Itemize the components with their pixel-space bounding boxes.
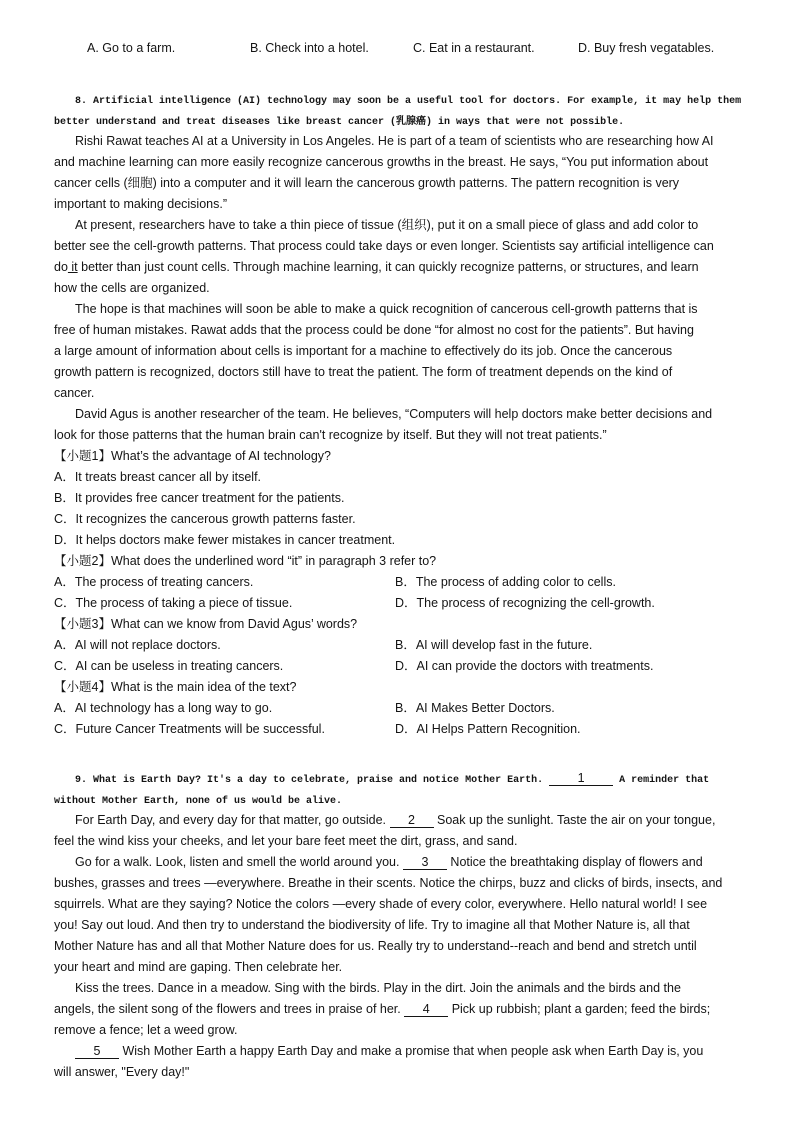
paragraph bbox=[54, 1041, 744, 1083]
text-segment: A reminder that bbox=[613, 775, 710, 786]
line-text: will answer, "Every day!" bbox=[54, 1065, 190, 1079]
text-segment: Soak up the sunlight. Taste the air on your tongue, bbox=[433, 813, 716, 827]
passage-line bbox=[54, 320, 744, 341]
passage-line bbox=[54, 383, 744, 404]
line-text: growth pattern is recognized, doctors still have to treat the patient. The form of treatment depends on the kind of bbox=[54, 365, 673, 379]
line-text: cancer cells (细胞) into a computer and it will learn the cancerous growth patterns. The pattern recognition is very bbox=[54, 176, 680, 190]
passage-line bbox=[54, 852, 744, 873]
line-text: free of human mistakes. Rawat adds that the process could be done “for almost no cost for the patients”. But having bbox=[54, 323, 694, 337]
q1-option-b-text: B．It provides free cancer treatment for the patients. bbox=[54, 491, 345, 505]
text-segment: Pick up rubbish; plant a garden; feed the birds; bbox=[448, 1002, 711, 1016]
q8-intro-text: better understand and treat diseases like breast cancer (乳腺癌) in ways that were not possible. bbox=[54, 117, 625, 128]
text-segment: Wish Mother Earth a happy Earth Day and make a promise that when people ask when Earth Day is, you bbox=[119, 1044, 704, 1058]
paragraph bbox=[54, 215, 744, 299]
passage-line bbox=[54, 957, 744, 978]
q2-options-row bbox=[54, 593, 744, 614]
passage-line bbox=[54, 173, 744, 194]
paragraph bbox=[54, 852, 744, 978]
passage-line bbox=[54, 873, 744, 894]
q1-option-c bbox=[54, 509, 744, 530]
q3-option-a: A．AI will not replace doctors. bbox=[54, 638, 221, 652]
line-text: Mother Nature has and all that Mother Nature does for us. Really try to understand--reach and bend and stretch until bbox=[54, 939, 697, 953]
passage-line bbox=[54, 831, 744, 852]
q9-intro-text bbox=[75, 770, 709, 791]
passage-line bbox=[54, 425, 744, 446]
passage-line bbox=[54, 152, 744, 173]
line-text: Kiss the trees. Dance in a meadow. Sing with the birds. Play in the dirt. Join the animals and the birds and the bbox=[75, 981, 681, 995]
text-segment: Go for a walk. Look, listen and smell the world around you. bbox=[75, 855, 403, 869]
q4-options-row bbox=[54, 719, 744, 740]
answer-blank-3: 3 bbox=[403, 855, 447, 870]
q1-option-d-text: D．It helps doctors make fewer mistakes in cancer treatment. bbox=[54, 533, 396, 547]
question-8 bbox=[54, 89, 744, 740]
line-text bbox=[54, 257, 699, 278]
passage-line bbox=[54, 215, 744, 236]
line-text: and machine learning can more easily recognize cancerous growths in the breast. He says, “You put information about bbox=[54, 155, 709, 169]
paragraph bbox=[54, 978, 744, 1041]
passage-line bbox=[54, 257, 744, 278]
answer-blank-4: 4 bbox=[404, 1002, 448, 1017]
q3-options-row bbox=[54, 656, 744, 677]
q8-passage bbox=[54, 131, 744, 446]
line-text: better see the cell-growth patterns. That process could take days or even longer. Scientists say artificial intelligence can bbox=[54, 239, 714, 253]
paragraph bbox=[54, 131, 744, 215]
q3-options-row bbox=[54, 635, 744, 656]
text-segment: For Earth Day, and every day for that matter, go outside. bbox=[75, 813, 390, 827]
q3-option-b: B．AI will develop fast in the future. bbox=[395, 638, 593, 652]
q2-options-row bbox=[54, 572, 744, 593]
q2-option-d: D．The process of recognizing the cell-growth. bbox=[395, 596, 655, 610]
q1-option-d bbox=[54, 530, 744, 551]
passage-line bbox=[54, 810, 744, 831]
line-text: a large amount of information about cells is important for a machine to effectively do its job. Once the cancerous bbox=[54, 344, 673, 358]
q3-option-d: D．AI can provide the doctors with treatments. bbox=[395, 659, 654, 673]
question-stem-1-text: 【小题1】What’s the advantage of AI technology? bbox=[54, 449, 332, 463]
text-segment: angels, the silent song of the flowers and trees in praise of her. bbox=[54, 1002, 405, 1016]
q3-option-c: C．AI can be useless in treating cancers. bbox=[54, 659, 284, 673]
q7-options-row bbox=[0, 38, 794, 59]
line-text: Rishi Rawat teaches AI at a University in Los Angeles. He is part of a team of scientists who are researching how AI bbox=[75, 134, 714, 148]
q9-passage bbox=[54, 810, 744, 1083]
paragraph bbox=[54, 404, 744, 446]
passage-line bbox=[54, 894, 744, 915]
q4-option-a: A．AI technology has a long way to go. bbox=[54, 701, 273, 715]
q7-option-d: D. Buy fresh vegatables. bbox=[578, 41, 715, 55]
q9-intro-line bbox=[54, 789, 744, 810]
text-segment: 9. What is Earth Day? It's a day to celebrate, praise and notice Mother Earth. bbox=[75, 775, 550, 786]
question-stem-3 bbox=[54, 614, 744, 635]
line-text bbox=[75, 1041, 703, 1062]
answer-blank-5: 5 bbox=[75, 1044, 119, 1059]
line-text: remove a fence; let a weed grow. bbox=[54, 1023, 238, 1037]
q8-intro-line bbox=[54, 89, 744, 110]
paragraph bbox=[54, 810, 744, 852]
line-text bbox=[75, 852, 703, 873]
passage-line bbox=[54, 131, 744, 152]
q1-option-c-text: C．It recognizes the cancerous growth patterns faster. bbox=[54, 512, 356, 526]
q9-intro-text: without Mother Earth, none of us would be alive. bbox=[54, 796, 343, 807]
q8-intro-line bbox=[54, 110, 744, 131]
line-text bbox=[54, 999, 710, 1020]
line-text: look for those patterns that the human brain can't recognize by itself. But they will not treat patients.” bbox=[54, 428, 607, 442]
q7-option-b: B. Check into a hotel. bbox=[250, 41, 369, 55]
passage-line bbox=[54, 978, 744, 999]
line-text: feel the wind kiss your cheeks, and let your bare feet meet the dirt, grass, and sand. bbox=[54, 834, 518, 848]
line-text: David Agus is another researcher of the team. He believes, “Computers will help doctors make better decisions and bbox=[75, 407, 713, 421]
passage-line bbox=[54, 341, 744, 362]
passage-line bbox=[54, 194, 744, 215]
q4-option-c: C．Future Cancer Treatments will be successful. bbox=[54, 722, 325, 736]
underlined-word: it bbox=[67, 260, 78, 274]
line-text bbox=[75, 810, 715, 831]
passage-line bbox=[54, 915, 744, 936]
q4-option-d: D．AI Helps Pattern Recognition. bbox=[395, 722, 581, 736]
passage-line bbox=[54, 1041, 744, 1062]
line-text: your heart and mind are gaping. Then celebrate her. bbox=[54, 960, 343, 974]
q2-option-b: B．The process of adding color to cells. bbox=[395, 575, 616, 589]
passage-line bbox=[54, 936, 744, 957]
line-text: cancer. bbox=[54, 386, 95, 400]
line-text: bushes, grasses and trees —everywhere. Breathe in their scents. Notice the chirps, buzz and clicks of birds, insects, and bbox=[54, 876, 723, 890]
question-9 bbox=[54, 768, 744, 1083]
passage-line bbox=[54, 278, 744, 299]
passage-line bbox=[54, 362, 744, 383]
answer-blank-2: 2 bbox=[390, 813, 434, 828]
line-text: important to making decisions.” bbox=[54, 197, 227, 211]
q2-option-a: A．The process of treating cancers. bbox=[54, 575, 254, 589]
text-segment: better than just count cells. Through machine learning, it can quickly recognize patterns, or structures, and learn bbox=[77, 260, 699, 274]
line-text: At present, researchers have to take a thin piece of tissue (组织), put it on a small piece of glass and add color to bbox=[75, 218, 699, 232]
q4-options-row bbox=[54, 698, 744, 719]
question-stem-1 bbox=[54, 446, 744, 467]
q1-option-b bbox=[54, 488, 744, 509]
paragraph bbox=[54, 299, 744, 404]
q7-option-c: C. Eat in a restaurant. bbox=[413, 41, 535, 55]
text-segment: do bbox=[54, 260, 68, 274]
q2-option-c: C．The process of taking a piece of tissue. bbox=[54, 596, 293, 610]
passage-line bbox=[54, 1020, 744, 1041]
line-text: how the cells are organized. bbox=[54, 281, 210, 295]
q1-option-a bbox=[54, 467, 744, 488]
passage-line bbox=[54, 404, 744, 425]
question-stem-4 bbox=[54, 677, 744, 698]
text-segment: Notice the breathtaking display of flowers and bbox=[446, 855, 703, 869]
q8-intro-text: 8. Artificial intelligence (AI) technology may soon be a useful tool for doctors. For example, it may help them bbox=[75, 96, 742, 107]
question-stem-2-text: 【小题2】What does the underlined word “it” in paragraph 3 refer to? bbox=[54, 554, 437, 568]
passage-line bbox=[54, 299, 744, 320]
line-text: The hope is that machines will soon be able to make a quick recognition of cancerous cell-growth patterns that is bbox=[75, 302, 698, 316]
q9-intro-line bbox=[54, 768, 744, 789]
passage-line bbox=[54, 999, 744, 1020]
answer-blank-1: 1 bbox=[549, 771, 613, 786]
q1-option-a-text: A．It treats breast cancer all by itself. bbox=[54, 470, 262, 484]
question-stem-2 bbox=[54, 551, 744, 572]
line-text: you! Say out loud. And then try to understand the biodiversity of life. Try to imagine all that Mother Nature is, all that bbox=[54, 918, 690, 932]
line-text: squirrels. What are they saying? Notice the colors —every shade of every color, everywhere. Hello natural world! I see bbox=[54, 897, 708, 911]
question-stem-3-text: 【小题3】What can we know from David Agus’ words? bbox=[54, 617, 358, 631]
question-stem-4-text: 【小题4】What is the main idea of the text? bbox=[54, 680, 297, 694]
passage-line bbox=[54, 1062, 744, 1083]
q7-option-a: A. Go to a farm. bbox=[87, 41, 176, 55]
passage-line bbox=[54, 236, 744, 257]
q4-option-b: B．AI Makes Better Doctors. bbox=[395, 701, 555, 715]
